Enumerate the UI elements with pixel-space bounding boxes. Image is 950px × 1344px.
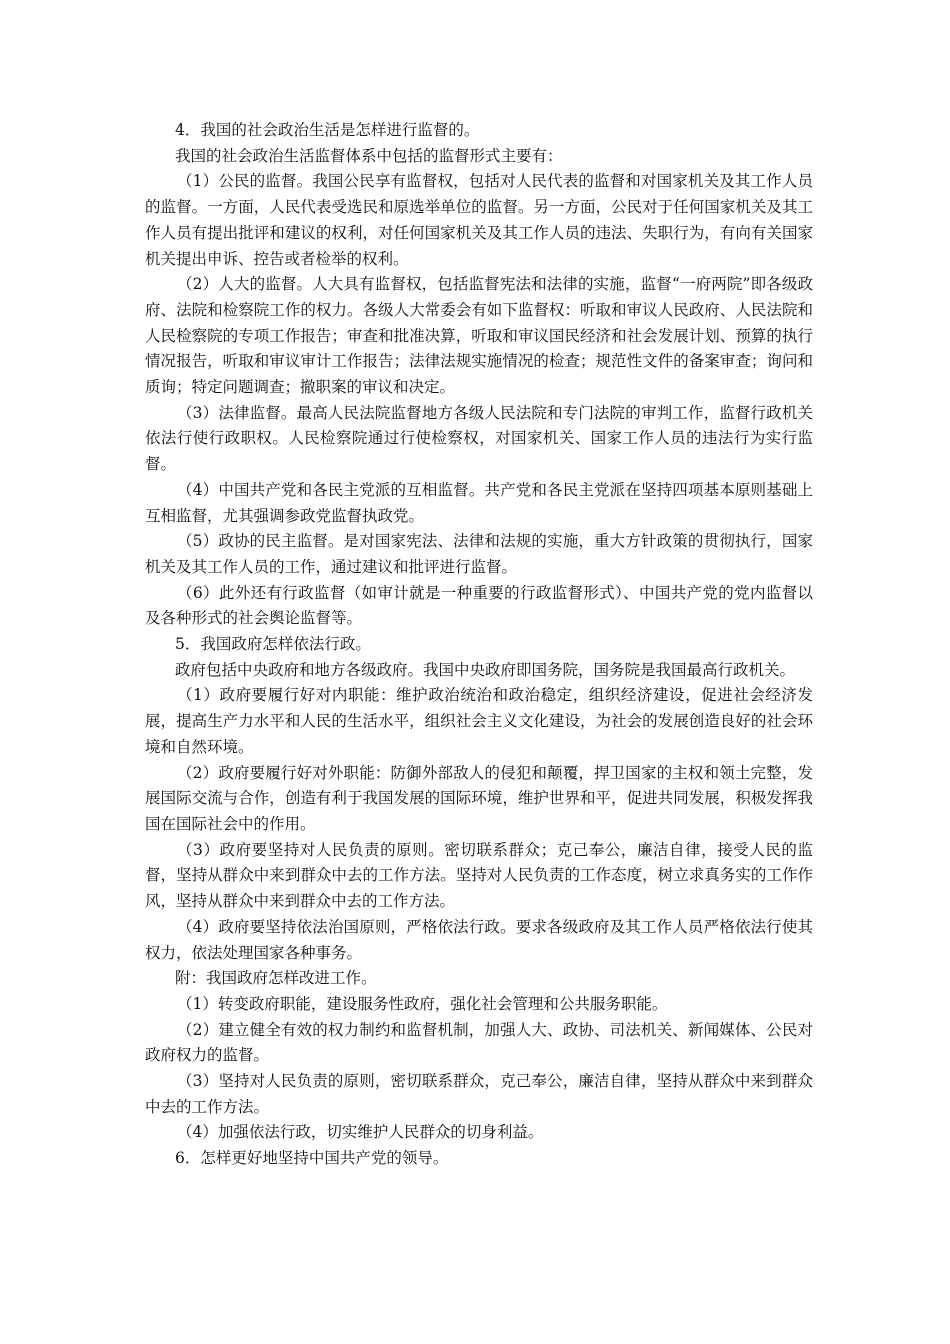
other-supervision-paragraph: （6）此外还有行政监督（如审计就是一种重要的行政监督形式）、中国共产党的党内监督以及各种形式的社会舆论监督等。 (145, 583, 813, 628)
document-body (145, 118, 813, 1172)
question-4-intro: 我国的社会政治生活监督体系中包括的监督形式主要有： (175, 146, 563, 165)
question-6-heading: 6．怎样更好地坚持中国共产党的领导。 (175, 1149, 449, 1168)
question-5-heading: 5．我国政府怎样依法行政。 (175, 635, 371, 654)
appendix-heading: 附：我国政府怎样改进工作。 (175, 969, 377, 988)
rule-of-law-paragraph: （4）政府要坚持依法治国原则，严格依法行政。要求各级政府及其工作人员严格依法行使其权力，依法处理国家各种事务。 (145, 917, 813, 962)
appendix-item-4: （4）加强依法行政，切实维护人民群众的切身利益。 (177, 1123, 544, 1142)
appendix-item-3: （3）坚持对人民负责的原则，密切联系群众，克己奉公，廉洁自律，坚持从群众中来到群众中去的工作方法。 (145, 1072, 813, 1116)
party-mutual-supervision-paragraph: （4）中国共产党和各民主党派的互相监督。共产党和各民主党派在坚持四项基本原则基础上互相监督，尤其强调参政党监督执政党。 (145, 480, 813, 525)
npc-supervision-paragraph: （2）人大的监督。人大具有监督权，包括监督宪法和法律的实施，监督“一府两院”即各级政府、法院和检察院工作的权力。各级人大常委会有如下监督权：听取和审议人民政府、人民法院和人民检察院的专项工作报告；审查和批准决算，听取和审议国民经济和社会发展计划、预算的执行情况报告，听取和审议审计工作报告；法律法规实施情况的检查；规范性文件的备案审查；询问和质询；特定问题调查；撤职案的审议和决定。 (145, 275, 813, 397)
question-5-intro: 政府包括中央政府和地方各级政府。我国中央政府即国务院，国务院是我国最高行政机关。 (175, 660, 796, 679)
citizen-supervision-paragraph: （1）公民的监督。我国公民享有监督权，包括对人民代表的监督和对国家机关及其工作人员的监督。一方面，人民代表受选民和原选举单位的监督。另一方面，公民对于任何国家机关及其工作人员有提出批评和建议的权利，对任何国家机关及其工作人员的违法、失职行为，有向有关国家机关提出申诉、控告或者检举的权利。 (145, 172, 813, 268)
cppcc-supervision-paragraph: （5）政协的民主监督。是对国家宪法、法律和法规的实施，重大方针政策的贯彻执行，国家机关及其工作人员的工作，通过建议和批评进行监督。 (145, 532, 813, 576)
responsibility-principle-paragraph: （3）政府要坚持对人民负责的原则。密切联系群众；克己奉公，廉洁自律，接受人民的监督，坚持从群众中来到群众中去的工作方法。坚持对人民负责的工作态度，树立求真务实的工作作风，坚持从群众中来到群众中去的工作方法。 (145, 840, 813, 911)
appendix-item-1: （1）转变政府职能，建设服务性政府，强化社会管理和公共服务职能。 (177, 994, 668, 1013)
question-4-heading: 4．我国的社会政治生活是怎样进行监督的。 (175, 121, 480, 139)
external-functions-paragraph: （2）政府要履行好对外职能：防御外部敌人的侵犯和颠覆，捍卫国家的主权和领土完整，发展国际交流与合作，创造有利于我国发展的国际环境，维护世界和平，促进共同发展，积极发挥我国在国际社会中的作用。 (145, 763, 813, 833)
domestic-functions-paragraph: （1）政府要履行好对内职能：维护政治统治和政治稳定，组织经济建设，促进社会经济发展，提高生产力水平和人民的生活水平，组织社会主义文化建设，为社会的发展创造良好的社会环境和自然环境。 (145, 686, 813, 756)
legal-supervision-paragraph: （3）法律监督。最高人民法院监督地方各级人民法院和专门法院的审判工作，监督行政机关依法行使行政职权。人民检察院通过行使检察权，对国家机关、国家工作人员的违法行为实行监督。 (145, 403, 813, 474)
appendix-item-2: （2）建立健全有效的权力制约和监督机制，加强人大、政协、司法机关、新闻媒体、公民对政府权力的监督。 (145, 1020, 813, 1065)
